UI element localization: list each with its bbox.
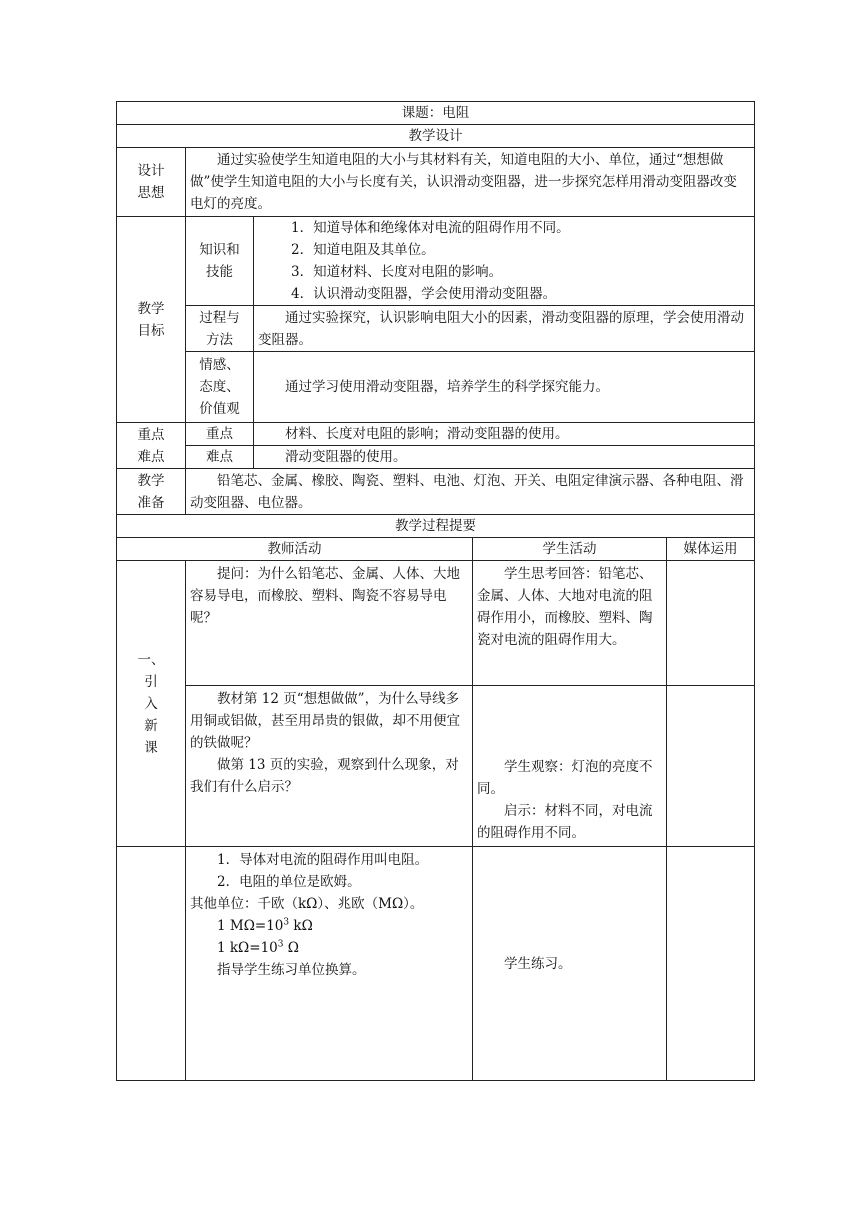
- lesson-plan-page: [116, 101, 754, 1081]
- column-header-student: 学生活动: [473, 538, 667, 561]
- design-thinking-text: 通过实验使学生知道电阻的大小与其材料有关，知道电阻的大小、单位，通过“想想做做”使学生知道电阻的大小与长度有关，认识滑动变阻器，进一步探究怎样用滑动变阻器改变电灯的亮度。: [186, 148, 755, 217]
- resistance-student-activity: 学生练习。: [473, 847, 667, 1081]
- knowledge-item: 1．知道导体和绝缘体对电流的阻碍作用不同。: [291, 220, 570, 236]
- key-points-label: 重点 难点: [117, 423, 186, 469]
- section-2-label: [117, 847, 186, 1081]
- lesson-plan-table: [116, 101, 755, 1081]
- intro-teacher-question: 提问：为什么铅笔芯、金属、人体、大地容易导电，而橡胶、塑料、陶瓷不容易导电呢？: [186, 561, 473, 686]
- unit-formula-2: 1 $k\Omega=10^3$ Ω: [217, 939, 299, 956]
- knowledge-label: 知识和 技能: [186, 217, 254, 306]
- knowledge-item: 2．知道电阻及其单位。: [291, 242, 435, 258]
- lesson-title: 课题：电阻: [117, 102, 755, 125]
- knowledge-item: 3．知道材料、长度对电阻的影响。: [291, 264, 503, 280]
- intro-student-answer: 学生思考回答：铅笔芯、金属、人体、大地对电流的阻碍作用小，而橡胶、塑料、陶瓷对电流的阻碍作用大。: [473, 561, 667, 686]
- difficult-point-label: 难点: [186, 446, 254, 469]
- process-method-text: 通过实验探究，认识影响电阻大小的因素，滑动变阻器的原理，学会使用滑动变阻器。: [254, 306, 755, 352]
- column-header-media: 媒体运用: [667, 538, 755, 561]
- key-point-text: 材料、长度对电阻的影响；滑动变阻器的使用。: [254, 423, 755, 446]
- key-point-label: 重点: [186, 423, 254, 446]
- intro-media-cell-1: [667, 561, 755, 686]
- intro-student-activity: 学生观察：灯泡的亮度不同。 启示：材料不同，对电流的阻碍作用不同。: [473, 686, 667, 847]
- process-outline-title: 教学过程提要: [117, 515, 755, 538]
- resistance-teacher-activity: 1．导体对电流的阻碍作用叫电阻。 2．电阻的单位是欧姆。 其他单位：千欧（kΩ）、兆欧（MΩ）。 1 $M\Omega=10^3$ kΩ 1 $k\Omega=10^3$ Ω 指导学生练习单位换算。: [186, 847, 473, 1081]
- process-method-label: 过程与 方法: [186, 306, 254, 352]
- knowledge-items: [254, 217, 755, 306]
- preparation-text: 铅笔芯、金属、橡胶、陶瓷、塑料、电池、灯泡、开关、电阻定律演示器、各种电阻、滑动变阻器、电位器。: [186, 469, 755, 515]
- resistance-media-cell: [667, 847, 755, 1081]
- difficult-point-text: 滑动变阻器的使用。: [254, 446, 755, 469]
- intro-media-cell-2: [667, 686, 755, 847]
- emotion-text: 通过学习使用滑动变阻器，培养学生的科学探究能力。: [254, 352, 755, 423]
- design-thinking-label: 设计 思想: [117, 148, 186, 217]
- emotion-label: 情感、 态度、 价值观: [186, 352, 254, 423]
- intro-teacher-activity: 教材第 12 页“想想做做”，为什么导线多用铜或铝做，甚至用昂贵的银做，却不用便宜的铁做呢？ 做第 13 页的实验，观察到什么现象，对我们有什么启示？: [186, 686, 473, 847]
- preparation-label: 教学 准备: [117, 469, 186, 515]
- section-title-design: 教学设计: [117, 125, 755, 148]
- section-intro-label: 一、 引 入 新 课: [117, 561, 186, 847]
- objectives-label: 教学 目标: [117, 217, 186, 423]
- unit-formula-1: 1 $M\Omega=10^3$ kΩ: [217, 917, 313, 934]
- knowledge-item: 4．认识滑动变阻器，学会使用滑动变阻器。: [291, 286, 557, 302]
- column-header-teacher: 教师活动: [117, 538, 473, 561]
